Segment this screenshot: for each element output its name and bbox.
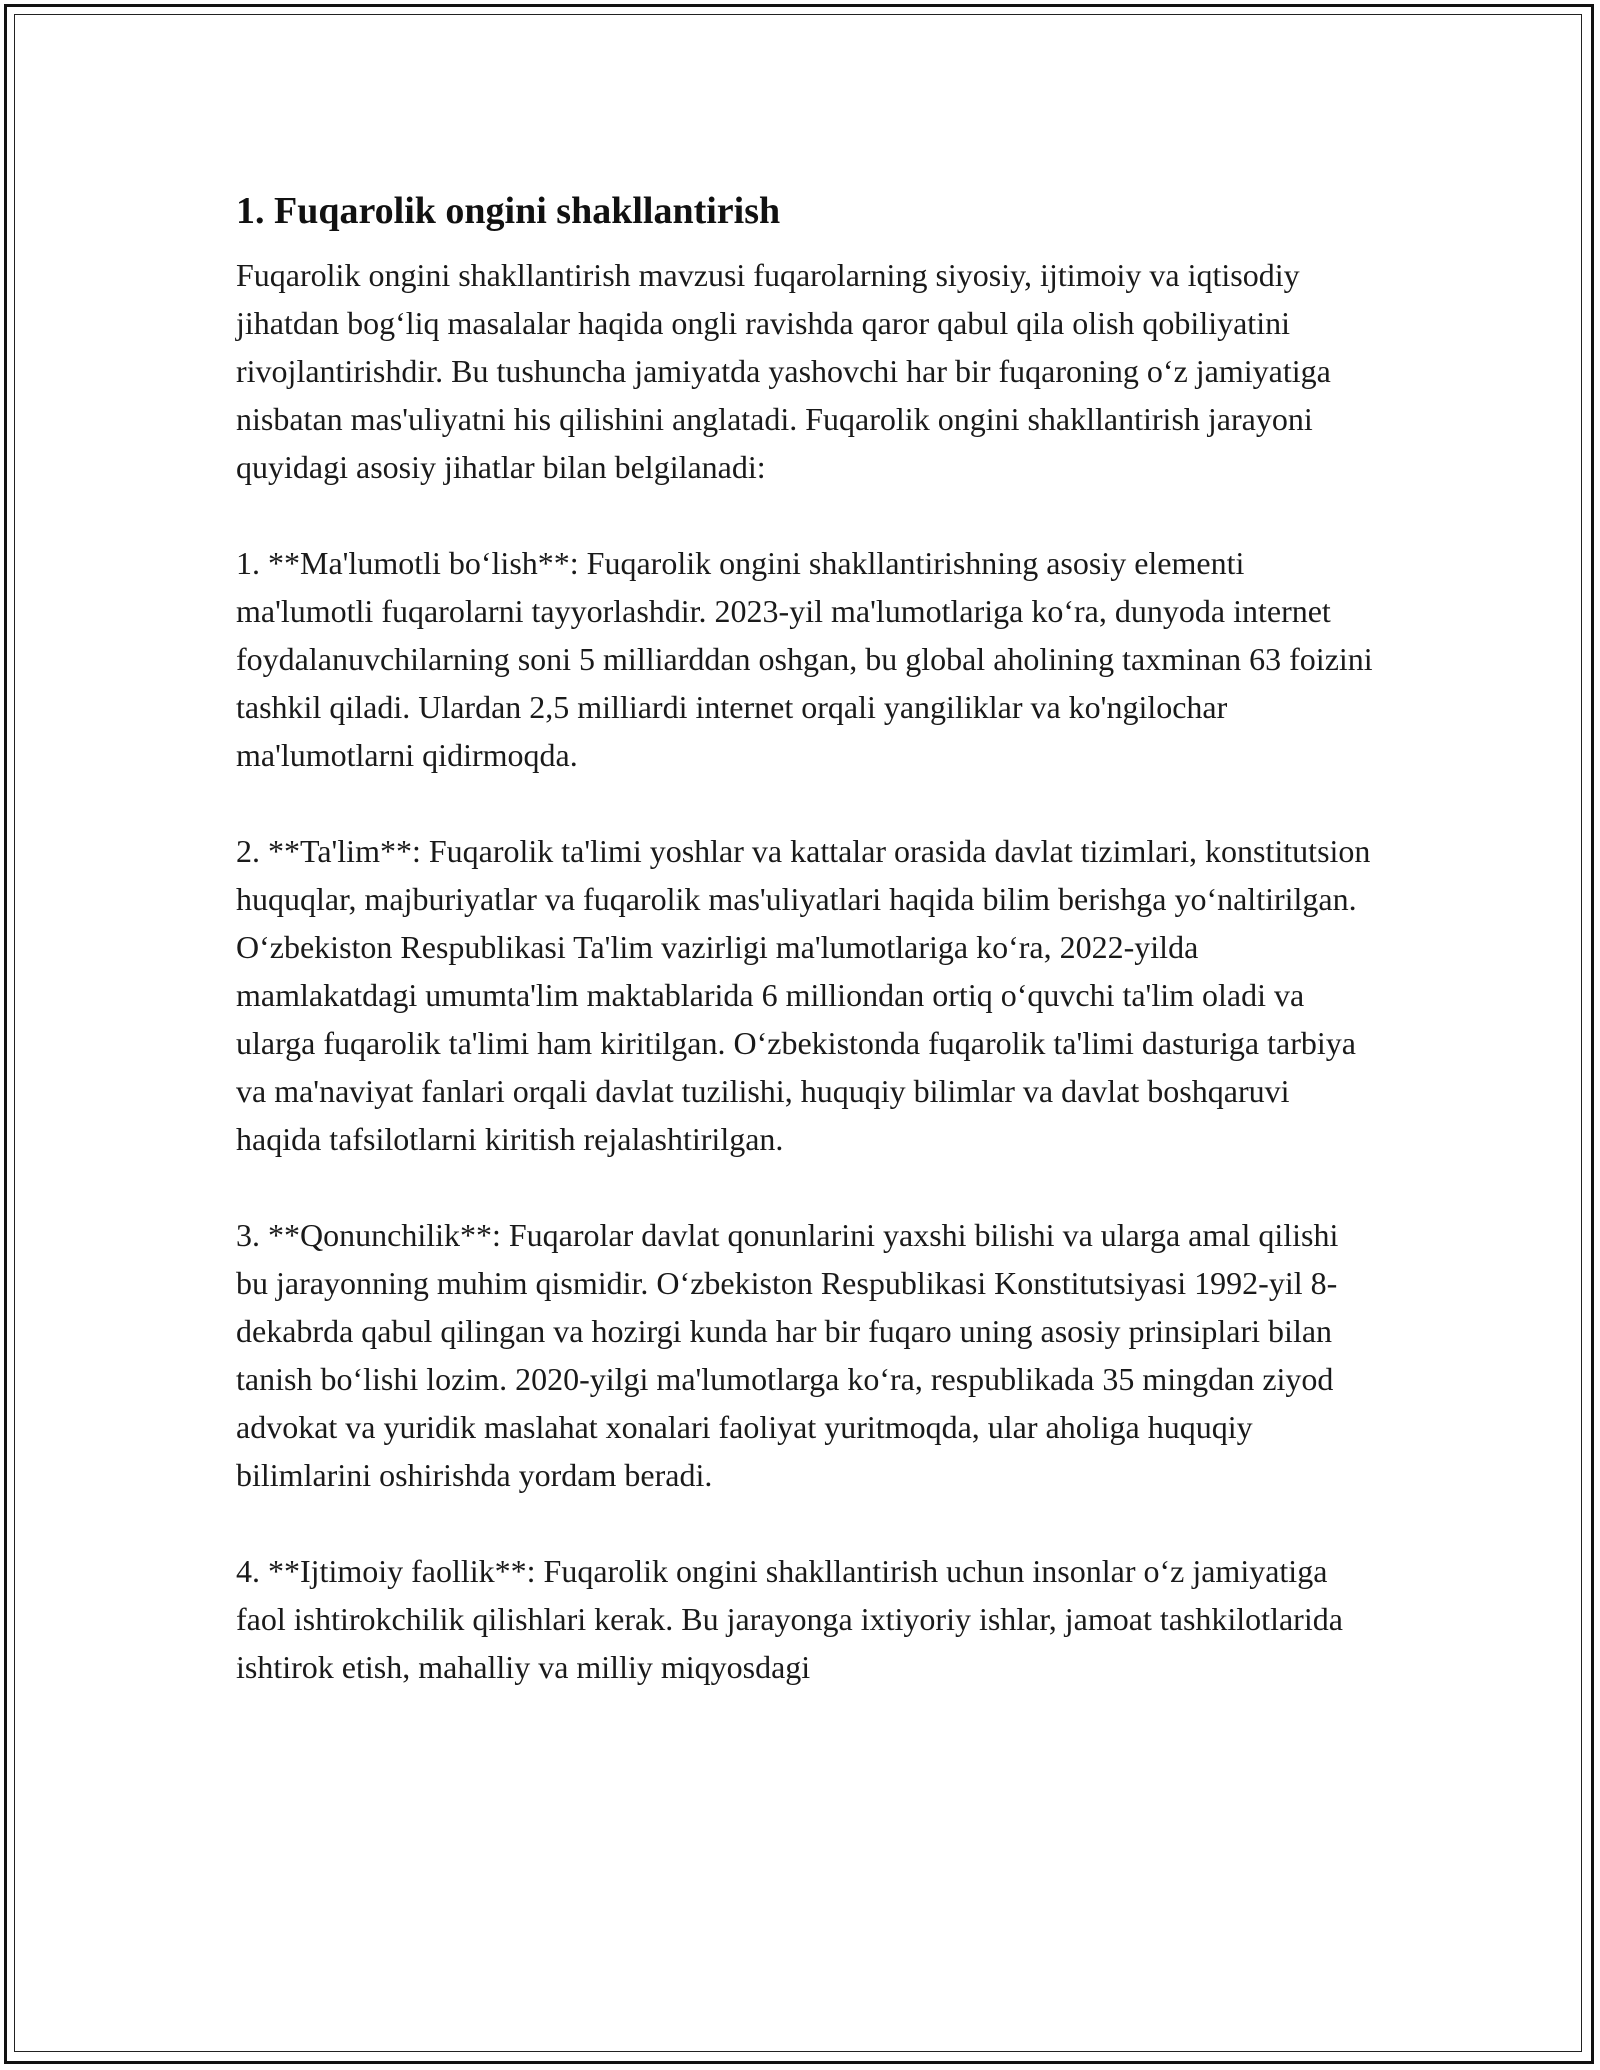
document-body [236, 183, 1376, 1691]
intro-paragraph: Fuqarolik ongini shakllantirish mavzusi fuqarolarning siyosiy, ijtimoiy va iqtisodiy jihatdan bog‘liq masalalar haqida ongli ravishda qaror qabul qila olish qobiliyatini rivojlantirishdir. Bu tushuncha jamiyatda yashovchi har bir fuqaroning o‘z jamiyatiga nisbatan mas'uliyatni his qilishini anglatadi. Fuqarolik ongini shakllantirish jarayoni quyidagi asosiy jihatlar bilan belgilanadi: [236, 257, 1331, 485]
list-item-talim: 2. **Ta'lim**: Fuqarolik ta'limi yoshlar va kattalar orasida davlat tizimlari, konstitutsion huquqlar, majburiyatlar va fuqarolik mas'uliyatlari haqida bilim berishga yo‘naltirilgan. O‘zbekiston Respublikasi Ta'lim vazirligi ma'lumotlariga ko‘ra, 2022-yilda mamlakatdagi umumta'lim maktablarida 6 milliondan ortiq o‘quvchi ta'lim oladi va ularga fuqarolik ta'limi ham kiritilgan. O‘zbekistonda fuqarolik ta'limi dasturiga tarbiya va ma'naviyat fanlari orqali davlat tuzilishi, huquqiy bilimlar va davlat boshqaruvi haqida tafsilotlarni kiritish rejalashtirilgan. [236, 833, 1371, 1157]
list-item-qonunchilik: 3. **Qonunchilik**: Fuqarolar davlat qonunlarini yaxshi bilishi va ularga amal qilishi bu jarayonning muhim qismidir. O‘zbekiston Respublikasi Konstitutsiyasi 1992-yil 8-dekabrda qabul qilingan va hozirgi kunda har bir fuqaro uning asosiy prinsiplari bilan tanish bo‘lishi lozim. 2020-yilgi ma'lumotlarga ko‘ra, respublikada 35 mingdan ziyod advokat va yuridik maslahat xonalari faoliyat yuritmoqda, ular aholiga huquqiy bilimlarini oshirishda yordam beradi. [236, 1217, 1339, 1493]
section-heading: 1. Fuqarolik ongini shakllantirish [236, 190, 781, 232]
list-item-malumotli: 1. **Ma'lumotli bo‘lish**: Fuqarolik ongini shakllantirishning asosiy elementi ma'lumotli fuqarolarni tayyorlashdir. 2023-yil ma'lumotlariga ko‘ra, dunyoda internet foydalanuvchilarning soni 5 milliarddan oshgan, bu global aholining taxminan 63 foizini tashkil qiladi. Ulardan 2,5 milliardi internet orqali yangiliklar va ko'ngilochar ma'lumotlarni qidirmoqda. [236, 545, 1373, 773]
list-item-ijtimoiy-faollik: 4. **Ijtimoiy faollik**: Fuqarolik ongini shakllantirish uchun insonlar o‘z jamiyatiga faol ishtirokchilik qilishlari kerak. Bu jarayonga ixtiyoriy ishlar, jamoat tashkilotlarida ishtirok etish, mahalliy va milliy miqyosdagi [236, 1553, 1343, 1685]
